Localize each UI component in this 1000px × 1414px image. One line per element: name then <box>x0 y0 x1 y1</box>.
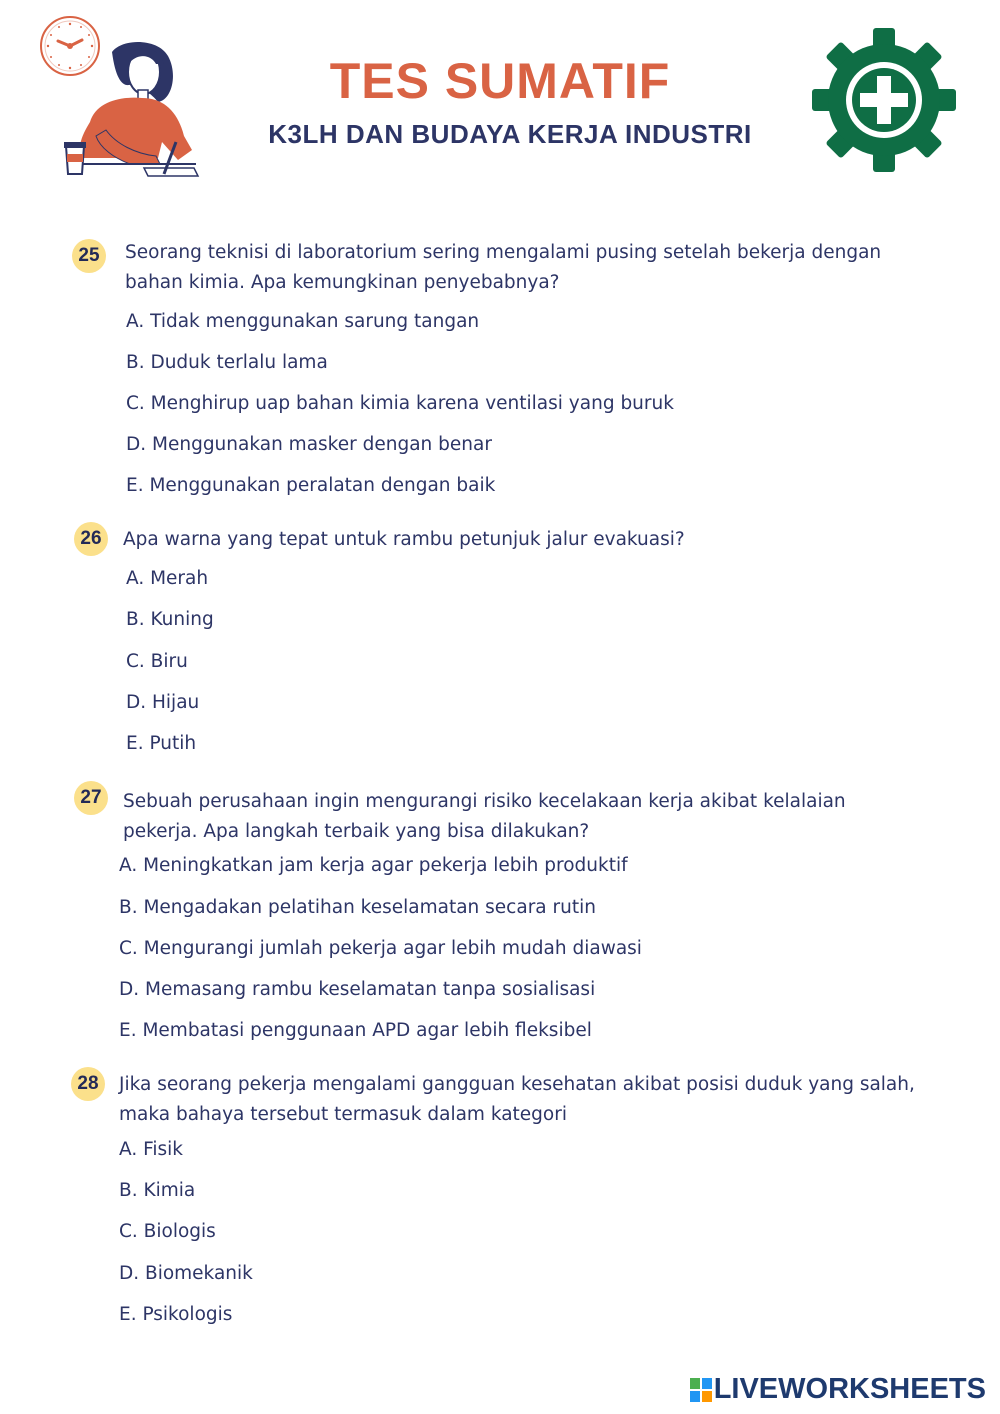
answer-option[interactable]: B. Kuning <box>126 609 214 630</box>
answer-option[interactable]: D. Biomekanik <box>119 1263 253 1284</box>
answer-option[interactable]: D. Hijau <box>126 692 200 713</box>
answer-option[interactable]: A. Fisik <box>119 1139 184 1160</box>
answer-option[interactable]: C. Menghirup uap bahan kimia karena ventilasi yang buruk <box>126 393 674 414</box>
answer-option[interactable]: E. Psikologis <box>119 1304 233 1325</box>
answer-option[interactable]: C. Biologis <box>119 1221 216 1242</box>
answer-option[interactable]: E. Membatasi penggunaan APD agar lebih fleksibel <box>119 1020 592 1041</box>
liveworksheets-brand[interactable] <box>690 1373 986 1406</box>
answer-option[interactable]: D. Memasang rambu keselamatan tanpa sosialisasi <box>119 979 596 1000</box>
answer-option[interactable]: C. Mengurangi jumlah pekerja agar lebih mudah diawasi <box>119 938 642 959</box>
answer-option[interactable]: D. Menggunakan masker dengan benar <box>126 434 492 455</box>
question-text: Apa warna yang tepat untuk rambu petunjuk jalur evakuasi? <box>123 529 685 550</box>
page-subtitle: K3LH DAN BUDAYA KERJA INDUSTRI <box>268 119 752 149</box>
answer-option[interactable]: B. Duduk terlalu lama <box>126 352 328 373</box>
answer-option[interactable]: C. Biru <box>126 651 188 672</box>
question-text: Jika seorang pekerja mengalami gangguan kesehatan akibat posisi duduk yang salah, maka bahaya tersebut termasuk dalam kategori <box>119 1074 915 1125</box>
question-text: Seorang teknisi di laboratorium sering mengalami pusing setelah bekerja dengan bahan kimia. Apa kemungkinan penyebabnya? <box>125 242 882 293</box>
question-number-badge: 27 <box>74 781 108 815</box>
answer-option[interactable]: E. Putih <box>126 733 197 754</box>
question-number-badge: 26 <box>74 522 108 556</box>
answer-option[interactable]: B. Mengadakan pelatihan keselamatan secara rutin <box>119 897 596 918</box>
answer-option[interactable]: E. Menggunakan peralatan dengan baik <box>126 475 496 496</box>
page-title: TES SUMATIF <box>329 53 671 109</box>
answer-option[interactable]: A. Tidak menggunakan sarung tangan <box>126 311 480 332</box>
answer-option[interactable]: A. Merah <box>126 568 209 589</box>
liveworksheets-wordmark: LIVEWORKSHEETS <box>713 1373 986 1405</box>
question-number-badge: 28 <box>71 1067 105 1101</box>
answer-option[interactable]: B. Kimia <box>119 1180 196 1201</box>
liveworksheets-logo-icon <box>690 1378 712 1402</box>
question-number-badge: 25 <box>72 239 106 273</box>
answer-option[interactable]: A. Meningkatkan jam kerja agar pekerja lebih produktif <box>119 855 628 876</box>
question-text: Sebuah perusahaan ingin mengurangi risiko kecelakaan kerja akibat kelalaian pekerja. Apa langkah terbaik yang bisa dilakukan? <box>123 791 846 842</box>
